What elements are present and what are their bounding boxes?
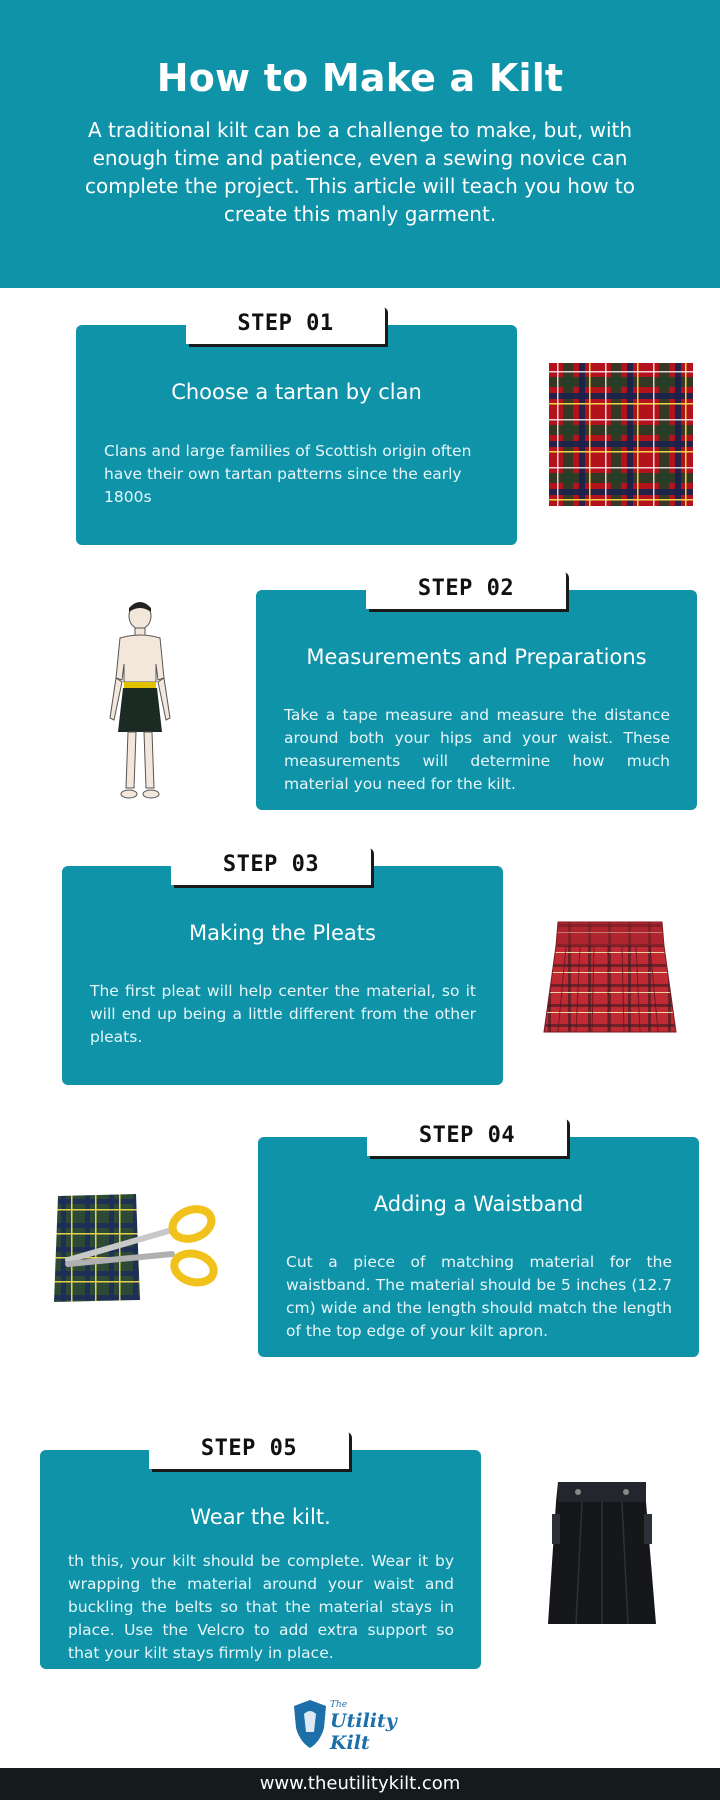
step-02-title: Measurements and Preparations (306, 645, 647, 669)
man-in-kilt-image (98, 598, 182, 804)
step-03-body: The first pleat will help center the material, so it will end up being a little different from the other pleats. (90, 982, 476, 1046)
logo-name: Utility Kilt (330, 1710, 397, 1754)
scissors-fabric-image (52, 1190, 224, 1308)
step-03-title: Making the Pleats (189, 921, 376, 945)
utility-kilt-logo-icon (290, 1698, 330, 1750)
step-01-body: Clans and large families of Scottish origin often have their own tartan patterns since the early 1800s (104, 442, 472, 506)
step-04-body: Cut a piece of matching material for the waistband. The material should be 5 inches (12.7 cm) wide and the length should match the length of the top edge of your kilt apron. (286, 1253, 672, 1340)
header-banner (0, 0, 720, 288)
step-03-card (62, 866, 503, 1085)
step-02-tab: STEP 02 (366, 569, 566, 609)
step-01-card (76, 325, 517, 545)
step-04-tab: STEP 04 (367, 1116, 567, 1156)
step-01-tab: STEP 01 (186, 304, 385, 344)
tartan-swatch-image (549, 363, 693, 506)
black-utility-kilt-image (542, 1474, 662, 1630)
step-04-title: Adding a Waistband (373, 1192, 584, 1216)
page-intro: A traditional kilt can be a challenge to make, but, with enough time and patience, even a sewing novice can complete the project. This article will teach you how to create this manly garment. (84, 118, 636, 226)
step-05-body: th this, your kilt should be complete. Wear it by wrapping the material around your waist and buckling the belts so that the material stays in place. Use the Velcro to add extra support so that your kilt stays firmly in place. (68, 1552, 454, 1662)
footer-bar (0, 1768, 720, 1800)
utility-kilt-logo[interactable] (290, 1698, 430, 1754)
pleated-skirt-image (540, 916, 680, 1040)
step-04-card (258, 1137, 699, 1357)
step-05-card (40, 1450, 481, 1669)
step-05-tab: STEP 05 (149, 1429, 349, 1469)
footer-url-link[interactable]: www.theutilitykilt.com (259, 1773, 461, 1794)
page-title: How to Make a Kilt (156, 56, 564, 100)
step-02-card (256, 590, 697, 810)
step-01-title: Choose a tartan by clan (171, 380, 422, 404)
logo-small-text: The (330, 1700, 348, 1710)
step-03-tab: STEP 03 (171, 845, 371, 885)
step-02-body: Take a tape measure and measure the distance around both your hips and your waist. These measurements will determine how much material you need for the kilt. (284, 706, 670, 793)
step-05-title: Wear the kilt. (190, 1505, 331, 1529)
